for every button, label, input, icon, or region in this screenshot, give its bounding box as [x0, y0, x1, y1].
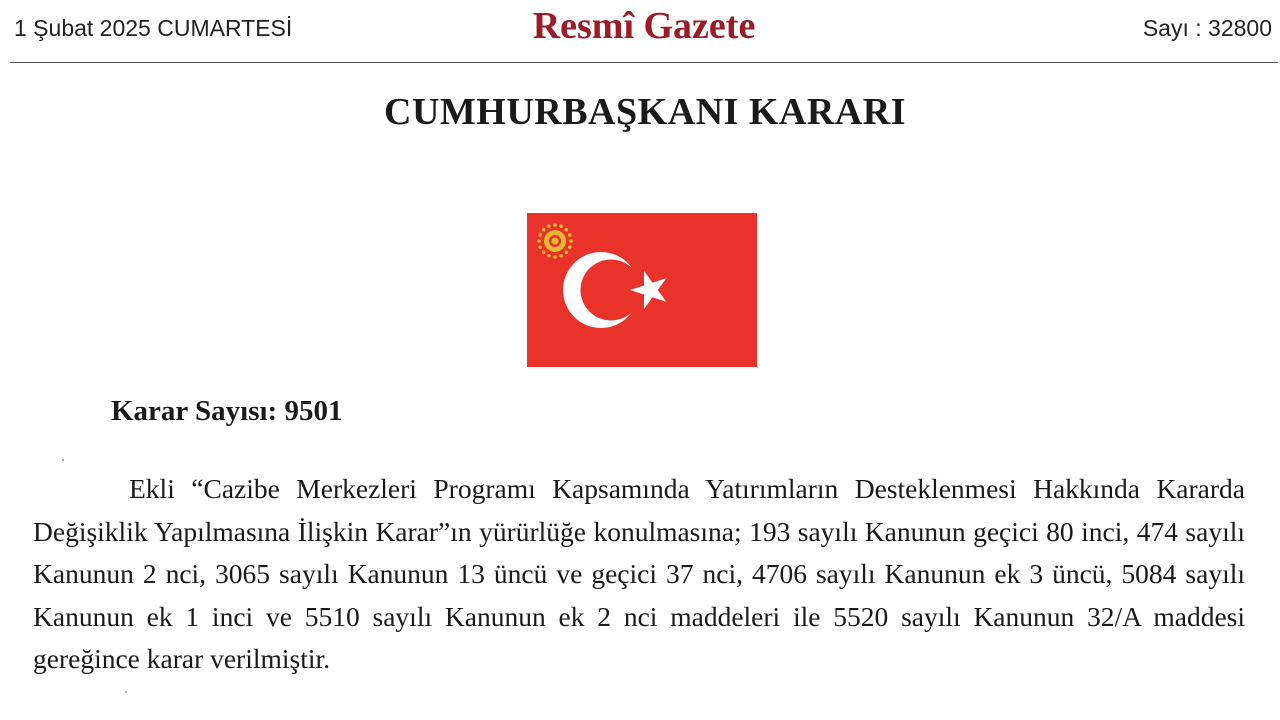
seal-star-dot: [547, 224, 551, 228]
seal-star-dot: [553, 223, 557, 227]
seal-star-dot: [538, 245, 542, 249]
gazette-title: Resmî Gazete: [532, 5, 756, 47]
seal-star-dot: [538, 233, 542, 237]
seal-star-dot: [537, 239, 541, 243]
seal-star-dot: [565, 251, 569, 255]
seal-star-dot: [559, 224, 563, 228]
decision-body-text: Ekli “Cazibe Merkezleri Programı Kapsamında Yatırımların Desteklenmesi Hakkında Kararda Değişiklik Yapılmasına İlişkin Karar”ın yürürlüğe konulmasına; 193 sayılı Kanunun geçici 80 inci, 474 sayılı Kanunun 2 nci, 3065 sayılı Kanunun 13 üncü ve geçici 37 nci, 4706 sayılı Kanunun ek 3 üncü, 5084 sayılı Kanunun ek 1 inci ve 5510 sayılı Kanunun ek 2 nci maddeleri ile 5520 sayılı Kanunun 32/A maddesi gereğince karar verilmiştir.: [33, 473, 1245, 674]
issue-number: Sayı : 32800: [1142, 15, 1272, 41]
seal-star-dot: [542, 251, 546, 255]
scan-speck: [62, 459, 64, 461]
seal-star-dot: [559, 254, 563, 258]
seal-star-dot: [565, 228, 569, 232]
seal-star-dot: [569, 239, 573, 243]
seal-star-dot: [553, 255, 557, 259]
turkish-flag-icon: [527, 213, 757, 367]
document-heading: CUMHURBAŞKANI KARARI: [384, 91, 906, 133]
gazette-header: [10, 0, 1278, 63]
seal-star-dot: [568, 245, 572, 249]
seal-star-dot: [542, 228, 546, 232]
scan-speck: [125, 691, 127, 693]
publication-date: 1 Şubat 2025 CUMARTESİ: [14, 15, 293, 41]
decision-number: Karar Sayısı: 9501: [111, 395, 343, 427]
seal-star-dot: [568, 233, 572, 237]
seal-star-dot: [547, 254, 551, 258]
